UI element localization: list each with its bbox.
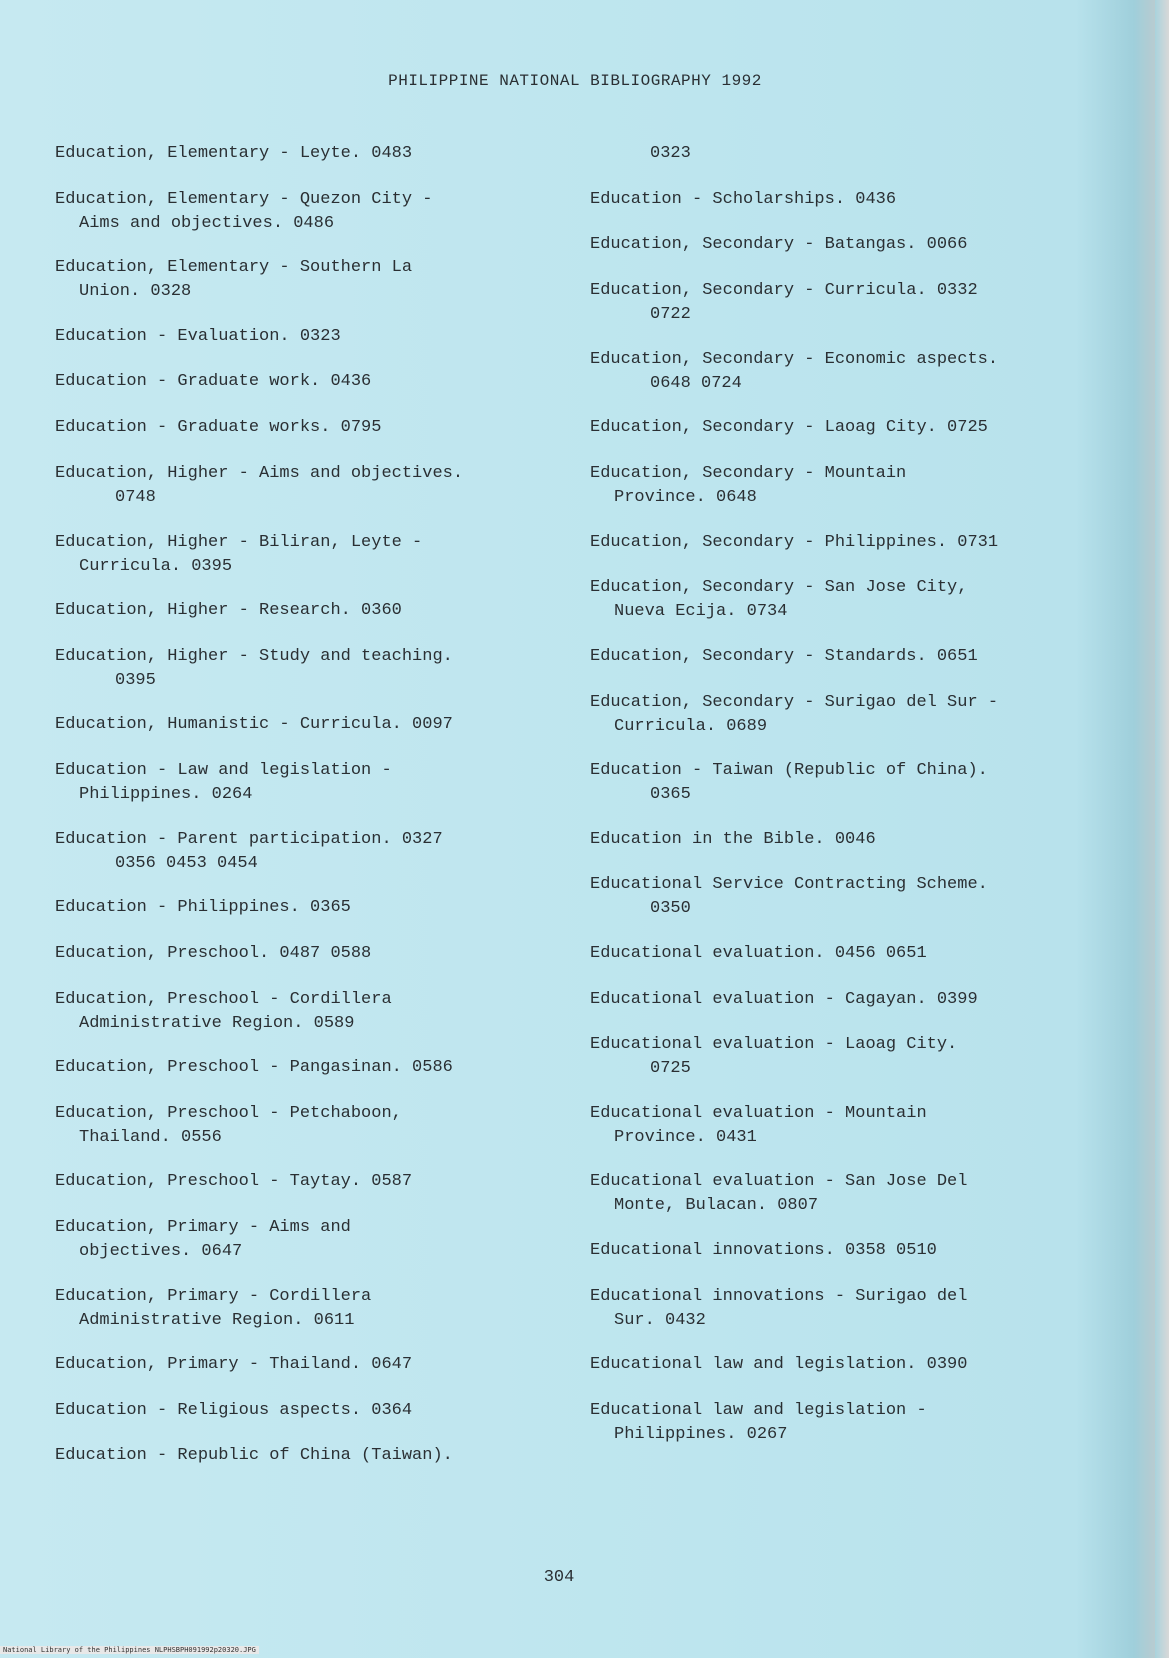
entry-heading: Education - Law and legislation - — [55, 761, 392, 780]
index-entry — [590, 233, 1090, 257]
entry-heading: Education in the Bible. 0046 — [590, 830, 876, 849]
entry-heading: Education, Preschool - Pangasinan. 0586 — [55, 1058, 453, 1077]
entry-continuation: 0648 0724 — [650, 374, 742, 393]
entry-continuation: Province. 0431 — [614, 1128, 757, 1147]
index-entry — [55, 1102, 555, 1150]
entry-heading: Educational evaluation - Mountain — [590, 1104, 927, 1123]
entry-heading: Education, Primary - Aims and — [55, 1218, 351, 1237]
index-entry — [590, 416, 1090, 440]
index-entry — [590, 1102, 1090, 1150]
index-entry — [55, 188, 555, 236]
index-entry — [590, 942, 1090, 966]
index-entry — [55, 988, 555, 1036]
entry-heading: Education, Preschool - Taytay. 0587 — [55, 1172, 413, 1191]
entry-heading: Education - Taiwan (Republic of China). — [590, 761, 988, 780]
index-entry — [55, 1170, 555, 1194]
entry-heading: Education, Preschool - Cordillera — [55, 990, 392, 1009]
entry-heading: 0323 — [650, 144, 691, 163]
entry-heading: Educational law and legislation. 0390 — [590, 1355, 968, 1374]
entry-continuation: Philippines. 0264 — [79, 785, 253, 804]
index-entry — [590, 142, 1090, 166]
index-entry — [590, 1170, 1090, 1218]
entry-continuation: Administrative Region. 0611 — [79, 1311, 355, 1330]
index-entry — [590, 645, 1090, 669]
entry-continuation: Curricula. 0395 — [79, 557, 233, 576]
entry-continuation: Sur. 0432 — [614, 1311, 706, 1330]
entry-heading: Education - Republic of China (Taiwan). — [55, 1446, 453, 1465]
entry-continuation: Aims and objectives. 0486 — [79, 214, 335, 233]
entry-heading: Education, Secondary - Standards. 0651 — [590, 647, 978, 666]
entry-heading: Education, Secondary - Batangas. 0066 — [590, 235, 968, 254]
entry-continuation: Nueva Ecija. 0734 — [614, 602, 788, 621]
entry-heading: Education, Higher - Aims and objectives. — [55, 464, 464, 483]
entry-continuation: Curricula. 0689 — [614, 717, 768, 736]
index-entry — [55, 1399, 555, 1423]
index-entry — [590, 1399, 1090, 1447]
index-entry — [55, 1285, 555, 1333]
entry-heading: Education, Secondary - San Jose City, — [590, 578, 968, 597]
entry-continuation: 0356 0453 0454 — [115, 854, 258, 873]
index-entry — [55, 828, 555, 876]
index-entry — [590, 531, 1090, 555]
index-entry — [55, 1216, 555, 1264]
entry-heading: Education, Preschool. 0487 0588 — [55, 944, 372, 963]
index-entry — [590, 1239, 1090, 1263]
index-entry — [55, 416, 555, 440]
entry-heading: Educational law and legislation - — [590, 1401, 927, 1420]
index-entry — [590, 576, 1090, 624]
index-entry — [55, 713, 555, 737]
entry-continuation: Province. 0648 — [614, 488, 757, 507]
entry-continuation: 0395 — [115, 671, 156, 690]
entry-heading: Education, Primary - Thailand. 0647 — [55, 1355, 413, 1374]
entry-heading: Education - Parent participation. 0327 — [55, 830, 443, 849]
entry-continuation: objectives. 0647 — [79, 1242, 243, 1261]
entry-continuation: 0365 — [650, 785, 691, 804]
entry-heading: Educational innovations. 0358 0510 — [590, 1241, 937, 1260]
index-entry — [590, 462, 1090, 510]
index-entry — [590, 759, 1090, 807]
entry-heading: Education, Elementary - Quezon City - — [55, 190, 433, 209]
index-entry — [590, 988, 1090, 1012]
entry-continuation: 0725 — [650, 1059, 691, 1078]
index-entry — [590, 188, 1090, 212]
index-entry — [55, 645, 555, 693]
entry-heading: Education, Preschool - Petchaboon, — [55, 1104, 402, 1123]
entry-continuation: 0350 — [650, 899, 691, 918]
entry-heading: Education - Graduate works. 0795 — [55, 418, 382, 437]
entry-heading: Education, Secondary - Mountain — [590, 464, 907, 483]
entry-continuation: Thailand. 0556 — [79, 1128, 222, 1147]
entry-heading: Educational innovations - Surigao del — [590, 1287, 968, 1306]
entry-heading: Educational evaluation - Laoag City. — [590, 1035, 958, 1054]
index-entry — [55, 599, 555, 623]
entry-heading: Education - Graduate work. 0436 — [55, 372, 372, 391]
index-entry — [590, 873, 1090, 921]
index-entry — [55, 1444, 555, 1468]
index-entry — [590, 1353, 1090, 1377]
index-entry — [55, 462, 555, 510]
entry-heading: Education, Secondary - Surigao del Sur - — [590, 693, 999, 712]
entry-heading: Education - Scholarships. 0436 — [590, 190, 897, 209]
entry-heading: Education, Higher - Research. 0360 — [55, 601, 402, 620]
index-entry — [55, 325, 555, 349]
entry-continuation: Administrative Region. 0589 — [79, 1014, 355, 1033]
entry-heading: Education, Elementary - Southern La — [55, 258, 413, 277]
entry-continuation: Philippines. 0267 — [614, 1425, 788, 1444]
entry-heading: Educational evaluation - San Jose Del — [590, 1172, 968, 1191]
entry-continuation: Union. 0328 — [79, 282, 192, 301]
index-entry — [55, 1353, 555, 1377]
entry-heading: Education, Humanistic - Curricula. 0097 — [55, 715, 453, 734]
index-entry — [590, 691, 1090, 739]
entry-heading: Education, Primary - Cordillera — [55, 1287, 372, 1306]
entry-heading: Education, Secondary - Curricula. 0332 — [590, 281, 978, 300]
index-entry — [590, 1285, 1090, 1333]
index-entry — [55, 142, 555, 166]
index-entry — [55, 1056, 555, 1080]
entry-continuation: Monte, Bulacan. 0807 — [614, 1196, 819, 1215]
index-entry — [590, 348, 1090, 396]
index-entry — [55, 896, 555, 920]
entry-heading: Education, Higher - Study and teaching. — [55, 647, 453, 666]
entry-heading: Educational Service Contracting Scheme. — [590, 875, 988, 894]
entry-heading: Education, Secondary - Economic aspects. — [590, 350, 999, 369]
entry-heading: Education, Elementary - Leyte. 0483 — [55, 144, 413, 163]
index-entry — [590, 279, 1090, 327]
index-entry — [55, 531, 555, 579]
entry-heading: Educational evaluation. 0456 0651 — [590, 944, 927, 963]
page-number: 304 — [543, 1568, 575, 1587]
entry-continuation: 0748 — [115, 488, 156, 507]
index-entry — [590, 1033, 1090, 1081]
index-entry — [55, 370, 555, 394]
entry-heading: Education, Secondary - Laoag City. 0725 — [590, 418, 988, 437]
entry-heading: Education - Philippines. 0365 — [55, 898, 351, 917]
index-entry — [55, 942, 555, 966]
page-header: PHILIPPINE NATIONAL BIBLIOGRAPHY 1992 — [388, 72, 762, 90]
entry-heading: Education, Secondary - Philippines. 0731 — [590, 533, 999, 552]
entry-heading: Education, Higher - Biliran, Leyte - — [55, 533, 423, 552]
index-entry — [55, 256, 555, 304]
scan-imprint: National Library of the Philippines NLPHSBPH091992p20320.JPG — [0, 1646, 259, 1654]
entry-heading: Education - Evaluation. 0323 — [55, 327, 341, 346]
entry-heading: Educational evaluation - Cagayan. 0399 — [590, 990, 978, 1009]
page-edge — [1155, 0, 1169, 1658]
index-entry — [55, 759, 555, 807]
index-entry — [590, 828, 1090, 852]
entry-continuation: 0722 — [650, 305, 691, 324]
entry-heading: Education - Religious aspects. 0364 — [55, 1401, 413, 1420]
